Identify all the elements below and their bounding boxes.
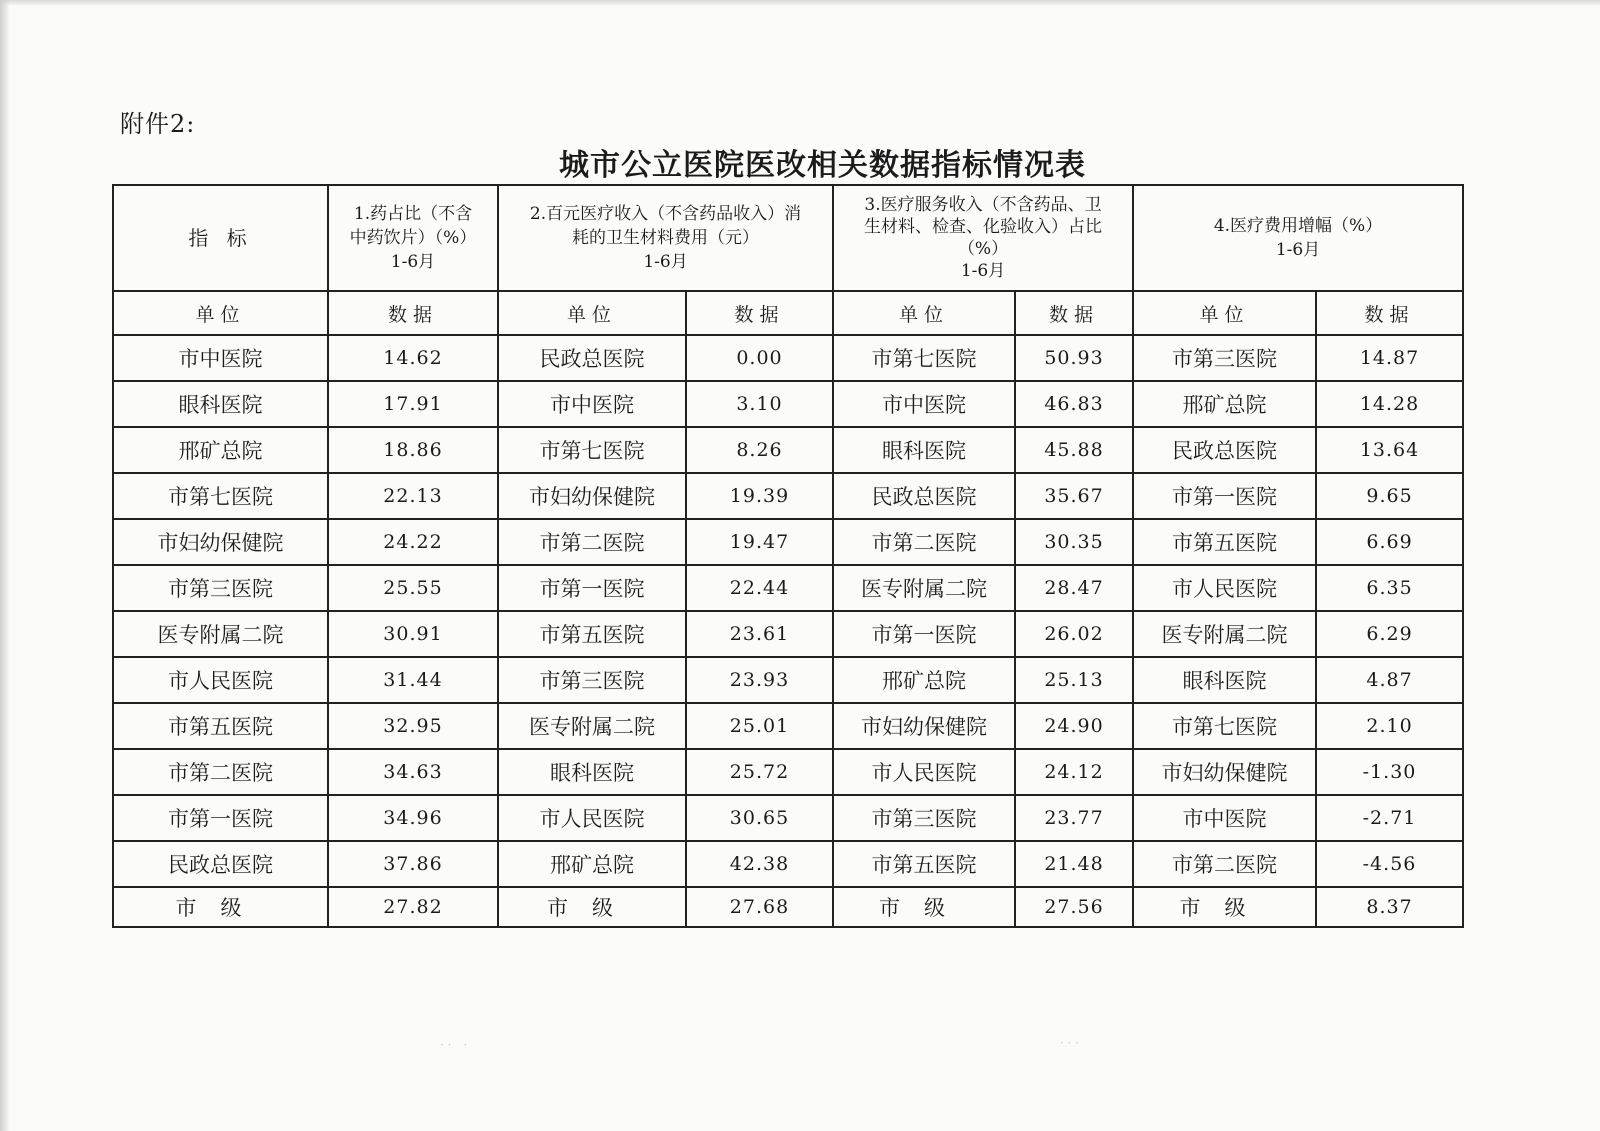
scan-speck: · · ·: [440, 1038, 468, 1052]
unit-cell: 市第五医院: [833, 841, 1015, 887]
unit-cell: 市第一医院: [498, 565, 686, 611]
data-cell: 19.47: [686, 519, 833, 565]
unit-cell: 市第一医院: [113, 795, 328, 841]
col1-header-period: 1-6月: [390, 252, 436, 272]
unit-cell: 市中医院: [833, 381, 1015, 427]
table-row: [113, 565, 1463, 611]
unit-cell: 市第一医院: [833, 611, 1015, 657]
col3-header-line: 生材料、检查、化验收入）占比: [864, 217, 1103, 237]
unit-cell: 市妇幼保健院: [113, 519, 328, 565]
table-row: [113, 703, 1463, 749]
header-row: [113, 185, 1463, 291]
data-cell: 23.77: [1015, 795, 1133, 841]
data-cell: 14.87: [1316, 335, 1463, 381]
col4-header: [1133, 185, 1463, 291]
data-cell: 25.01: [686, 703, 833, 749]
unit-cell: 医专附属二院: [498, 703, 686, 749]
data-cell: 14.62: [328, 335, 498, 381]
table-row: [113, 841, 1463, 887]
total-label: 市级: [833, 887, 1015, 927]
unit-cell: 民政总医院: [113, 841, 328, 887]
unit-cell: 邢矿总院: [1133, 381, 1316, 427]
data-cell: 37.86: [328, 841, 498, 887]
data-cell: 28.47: [1015, 565, 1133, 611]
data-cell: 34.63: [328, 749, 498, 795]
unit-cell: 民政总医院: [833, 473, 1015, 519]
col2-header-line: 2.百元医疗收入（不含药品收入）消: [529, 204, 802, 224]
data-cell: 4.87: [1316, 657, 1463, 703]
total-label: 市级: [1133, 887, 1316, 927]
col1-header-line: 1.药占比（不含: [353, 204, 473, 224]
unit-cell: 医专附属二院: [113, 611, 328, 657]
unit-cell: 市妇幼保健院: [833, 703, 1015, 749]
data-cell: 24.12: [1015, 749, 1133, 795]
table-row: [113, 427, 1463, 473]
unit-cell: 邢矿总院: [113, 427, 328, 473]
data-cell: -1.30: [1316, 749, 1463, 795]
unit-subheader: 单位: [1133, 291, 1316, 335]
data-cell: 46.83: [1015, 381, 1133, 427]
unit-cell: 眼科医院: [833, 427, 1015, 473]
data-cell: 32.95: [328, 703, 498, 749]
data-cell: 13.64: [1316, 427, 1463, 473]
table-row: [113, 381, 1463, 427]
data-cell: 50.93: [1015, 335, 1133, 381]
data-cell: 6.69: [1316, 519, 1463, 565]
data-cell: 0.00: [686, 335, 833, 381]
total-label: 市级: [113, 887, 328, 927]
data-cell: 25.13: [1015, 657, 1133, 703]
data-cell: 25.72: [686, 749, 833, 795]
data-cell: 30.35: [1015, 519, 1133, 565]
data-cell: 35.67: [1015, 473, 1133, 519]
data-cell: 8.26: [686, 427, 833, 473]
data-subheader: 数据: [328, 291, 498, 335]
unit-cell: 市第七医院: [498, 427, 686, 473]
data-cell: 30.65: [686, 795, 833, 841]
total-value: 8.37: [1316, 887, 1463, 927]
unit-cell: 市第五医院: [113, 703, 328, 749]
total-value: 27.68: [686, 887, 833, 927]
data-cell: 6.35: [1316, 565, 1463, 611]
unit-cell: 市妇幼保健院: [498, 473, 686, 519]
unit-cell: 市第七医院: [1133, 703, 1316, 749]
col3-header-period: 1-6月: [960, 261, 1006, 281]
data-cell: 18.86: [328, 427, 498, 473]
data-cell: 31.44: [328, 657, 498, 703]
data-cell: 30.91: [328, 611, 498, 657]
unit-cell: 市人民医院: [498, 795, 686, 841]
unit-cell: 市第五医院: [1133, 519, 1316, 565]
data-cell: 17.91: [328, 381, 498, 427]
unit-cell: 眼科医院: [113, 381, 328, 427]
unit-subheader: 单位: [113, 291, 328, 335]
data-subheader: 数据: [1316, 291, 1463, 335]
unit-cell: 市第二医院: [113, 749, 328, 795]
unit-cell: 市第二医院: [833, 519, 1015, 565]
unit-cell: 市第三医院: [498, 657, 686, 703]
data-cell: 42.38: [686, 841, 833, 887]
unit-cell: 市第一医院: [1133, 473, 1316, 519]
unit-cell: 市人民医院: [1133, 565, 1316, 611]
data-cell: 9.65: [1316, 473, 1463, 519]
unit-cell: 市中医院: [1133, 795, 1316, 841]
unit-subheader: 单位: [498, 291, 686, 335]
data-cell: 14.28: [1316, 381, 1463, 427]
data-cell: 23.61: [686, 611, 833, 657]
unit-cell: 市人民医院: [833, 749, 1015, 795]
unit-cell: 民政总医院: [1133, 427, 1316, 473]
data-cell: 6.29: [1316, 611, 1463, 657]
unit-cell: 市中医院: [498, 381, 686, 427]
unit-cell: 市第三医院: [1133, 335, 1316, 381]
table-row: [113, 335, 1463, 381]
indicator-table: [112, 184, 1464, 928]
unit-cell: 市第二医院: [498, 519, 686, 565]
table-body: [113, 335, 1463, 887]
data-cell: -2.71: [1316, 795, 1463, 841]
unit-cell: 眼科医院: [498, 749, 686, 795]
total-label: 市级: [498, 887, 686, 927]
data-cell: 26.02: [1015, 611, 1133, 657]
data-cell: 24.22: [328, 519, 498, 565]
unit-cell: 邢矿总院: [498, 841, 686, 887]
table-row: [113, 795, 1463, 841]
data-cell: 21.48: [1015, 841, 1133, 887]
data-cell: 24.90: [1015, 703, 1133, 749]
unit-cell: 市第三医院: [833, 795, 1015, 841]
unit-cell: 市妇幼保健院: [1133, 749, 1316, 795]
data-cell: 45.88: [1015, 427, 1133, 473]
unit-cell: 市人民医院: [113, 657, 328, 703]
data-cell: 25.55: [328, 565, 498, 611]
table-row: [113, 519, 1463, 565]
col2-header-period: 1-6月: [643, 252, 688, 272]
data-cell: 22.44: [686, 565, 833, 611]
unit-cell: 医专附属二院: [833, 565, 1015, 611]
data-cell: 2.10: [1316, 703, 1463, 749]
table-row: [113, 749, 1463, 795]
col4-header-period: 1-6月: [1275, 240, 1321, 260]
data-subheader: 数据: [686, 291, 833, 335]
unit-cell: 民政总医院: [498, 335, 686, 381]
total-value: 27.56: [1015, 887, 1133, 927]
subheader-row: [113, 291, 1463, 335]
col3-header-line: （%）: [957, 239, 1009, 259]
col1-header: [328, 185, 498, 291]
total-row: [113, 887, 1463, 927]
data-subheader: 数据: [1015, 291, 1133, 335]
col3-header: [833, 185, 1133, 291]
unit-cell: 市第七医院: [113, 473, 328, 519]
unit-subheader: 单位: [833, 291, 1015, 335]
col4-header-line: 4.医疗费用增幅（%）: [1213, 216, 1383, 236]
col2-header: [498, 185, 833, 291]
data-cell: 19.39: [686, 473, 833, 519]
table-row: [113, 473, 1463, 519]
unit-cell: 市中医院: [113, 335, 328, 381]
data-cell: 34.96: [328, 795, 498, 841]
unit-cell: 市第三医院: [113, 565, 328, 611]
table-row: [113, 657, 1463, 703]
data-cell: 22.13: [328, 473, 498, 519]
col1-header-line: 中药饮片）（%）: [349, 228, 477, 248]
data-cell: 23.93: [686, 657, 833, 703]
unit-cell: 邢矿总院: [833, 657, 1015, 703]
indicator-header: 指 标: [113, 185, 328, 291]
attachment-label: 附件2:: [120, 110, 196, 138]
scan-speck: · · ·: [1060, 1036, 1080, 1050]
unit-cell: 眼科医院: [1133, 657, 1316, 703]
unit-cell: 医专附属二院: [1133, 611, 1316, 657]
table-row: [113, 611, 1463, 657]
scan-edge: [0, 0, 1600, 6]
document-title: 城市公立医院医改相关数据指标情况表: [559, 148, 1086, 183]
data-cell: 3.10: [686, 381, 833, 427]
col2-header-line: 耗的卫生材料费用（元）: [572, 228, 759, 248]
unit-cell: 市第二医院: [1133, 841, 1316, 887]
unit-cell: 市第七医院: [833, 335, 1015, 381]
data-cell: -4.56: [1316, 841, 1463, 887]
total-value: 27.82: [328, 887, 498, 927]
col3-header-line: 3.医疗服务收入（不含药品、卫: [864, 195, 1102, 215]
unit-cell: 市第五医院: [498, 611, 686, 657]
